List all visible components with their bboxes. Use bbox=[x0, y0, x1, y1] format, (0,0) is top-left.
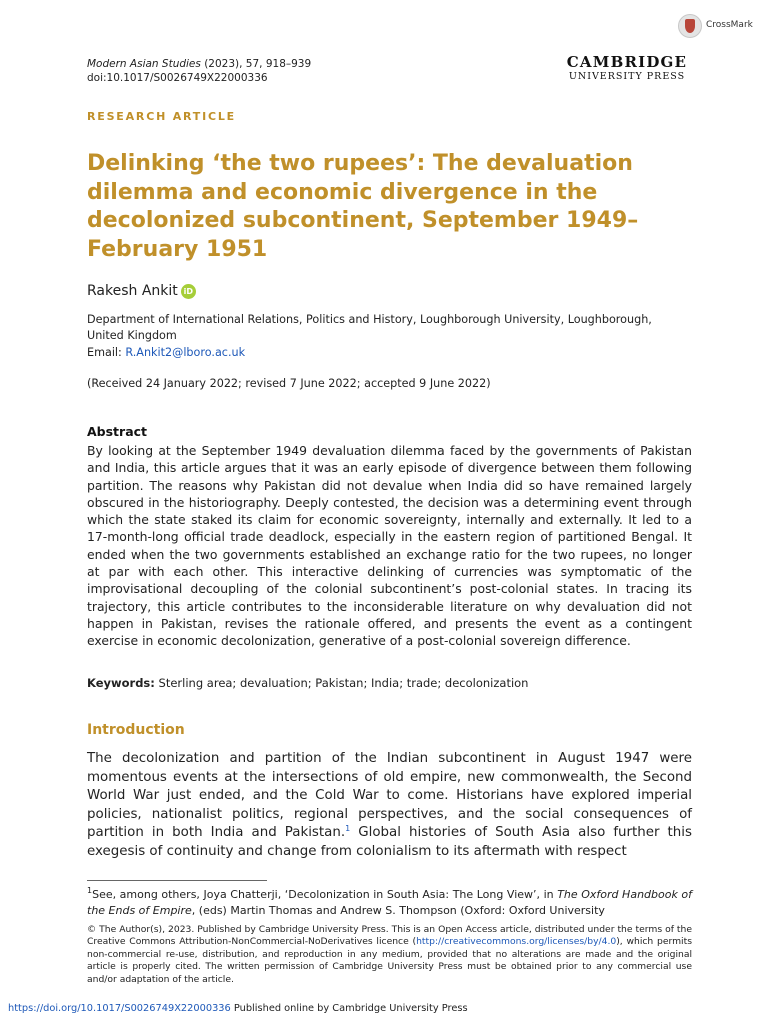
bottom-bar bbox=[8, 1003, 468, 1014]
affiliation: Department of International Relations, Politics and History, Loughborough University, Loughborough, United Kingdom bbox=[87, 313, 652, 342]
published-online: Published online by Cambridge University Press bbox=[230, 1003, 468, 1014]
email-line bbox=[87, 346, 245, 359]
crossmark-badge[interactable] bbox=[678, 14, 760, 38]
article-type: RESEARCH ARTICLE bbox=[87, 110, 236, 123]
footnote bbox=[87, 887, 692, 919]
publisher-logo-line1: CAMBRIDGE bbox=[566, 53, 688, 71]
footnote-number: 1 bbox=[87, 886, 93, 895]
journal-citation: (2023), 57, 918–939 bbox=[200, 58, 312, 70]
publisher-logo bbox=[560, 54, 694, 83]
footnote-ref[interactable]: 1 bbox=[345, 824, 351, 834]
license-text-after: ), which permits non-commercial re-use, distribution, and reproduction in any medium, provided that no alterations are made and the original article is properly cited. The written permission of Cambridge University Press must be obtained prior to any commercial use and/or adaptation of the article. bbox=[87, 936, 692, 985]
license-notice bbox=[87, 924, 692, 986]
license-link[interactable]: http://creativecommons.org/licenses/by/4.0 bbox=[416, 936, 617, 948]
journal-info bbox=[87, 57, 311, 85]
footnote-book-title: The Oxford Handbook of the Ends of Empire bbox=[87, 888, 693, 917]
footnote-text-before: See, among others, Joya Chatterji, ‘Decolonization in South Asia: The Long View’, in bbox=[92, 888, 558, 901]
introduction-heading: Introduction bbox=[87, 722, 185, 738]
intro-text-part1: The decolonization and partition of the Indian subcontinent in August 1947 were momentous events at the intersections of old empire, new commonwealth, the Second World War just ended, and the Cold War to come. Historians have explored imperial policies, nationalist politics, regional perspectives, and the social consequences of partition in both India and Pakistan. bbox=[87, 751, 692, 841]
author-name: Rakesh Ankit bbox=[87, 283, 178, 299]
abstract-text: By looking at the September 1949 devaluation dilemma faced by the governments of Pakistan and India, this article argues that it was an early episode of divergence between them following partition. The reasons why Pakistan did not devalue when India did so have remained largely obscured in the historiography. Deeply contested, the decision was a determining event through which the state staked its claim for economic sovereignty, internally and externally. It led to a 17-month-long official trade deadlock, especially in the eastern region of partitioned Bengal. It ended when the two governments established an exchange ratio for the two rupees, no longer at par with each other. This interactive delinking of currencies was symptomatic of the improvisational decoupling of the colonial subcontinent’s post-colonial states. In tracing its trajectory, this article contributes to the inconsiderable literature on why devaluation did not happen in Pakistan, revises the rationale offered, and presents the event as a contingent exercise in economic decolonization, generative of a post-colonial sovereign difference. bbox=[87, 443, 692, 649]
crossmark-icon bbox=[678, 14, 702, 38]
author bbox=[87, 283, 196, 299]
email-label: Email: bbox=[87, 346, 126, 359]
footnote-divider bbox=[87, 880, 267, 881]
keywords-label: Keywords: bbox=[87, 676, 155, 690]
article-title: Delinking ‘the two rupees’: The devaluation dilemma and economic divergence in the decolonized subcontinent, September 1949–February 1951 bbox=[87, 151, 639, 262]
introduction-text bbox=[87, 750, 692, 862]
email-link[interactable]: R.Ankit2@lboro.ac.uk bbox=[125, 346, 246, 359]
publication-dates: (Received 24 January 2022; revised 7 June 2022; accepted 9 June 2022) bbox=[87, 377, 491, 390]
crossmark-label: CrossMark bbox=[706, 20, 753, 30]
journal-name: Modern Asian Studies bbox=[87, 58, 201, 70]
license-text-before: © The Author(s), 2023. Published by Cambridge University Press. This is an Open Access article, distributed under the terms of the Creative Commons Attribution-NonCommercial-NoDerivatives licence ( bbox=[87, 924, 692, 948]
doi-link[interactable]: https://doi.org/10.1017/S0026749X22000336 bbox=[8, 1003, 231, 1014]
journal-doi: doi:10.1017/S0026749X22000336 bbox=[87, 72, 268, 84]
keywords bbox=[87, 676, 692, 690]
abstract-heading: Abstract bbox=[87, 424, 148, 439]
footnote-text-after: , (eds) Martin Thomas and Andrew S. Thompson (Oxford: Oxford University bbox=[191, 904, 605, 917]
keywords-list: Sterling area; devaluation; Pakistan; India; trade; decolonization bbox=[154, 676, 529, 690]
publisher-logo-line2: UNIVERSITY PRESS bbox=[568, 71, 686, 82]
intro-text-part2: Global histories of South Asia also further this exegesis of continuity and change from colonialism to its aftermath with respect bbox=[87, 825, 692, 859]
orcid-icon[interactable]: iD bbox=[181, 284, 196, 299]
